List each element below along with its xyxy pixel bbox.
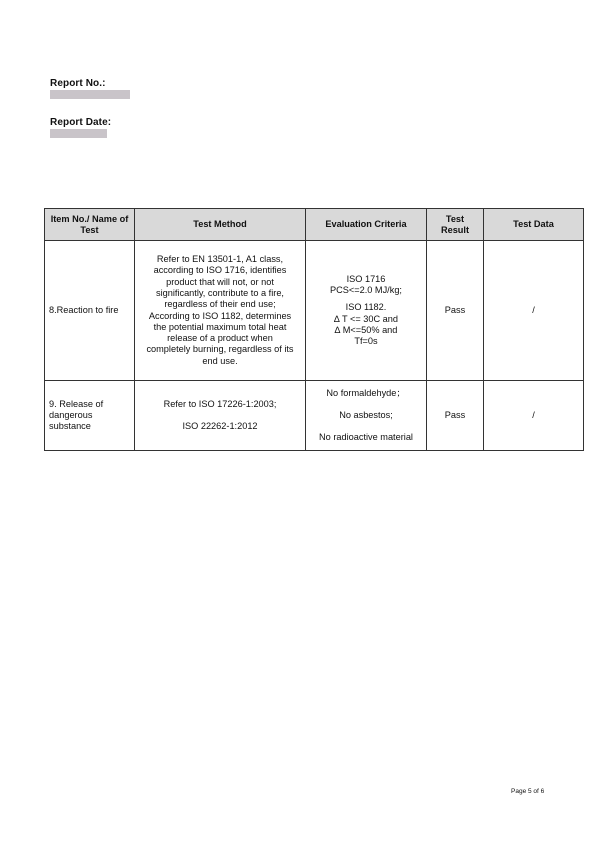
criteria-line: No radioactive material	[319, 432, 413, 443]
table-row	[45, 241, 584, 381]
row-test-data: /	[484, 241, 584, 381]
criteria-line: ISO 1716	[346, 273, 386, 284]
row-test-data: /	[484, 381, 584, 451]
redacted-report-no	[50, 90, 130, 99]
header-evaluation-criteria: Evaluation Criteria	[306, 209, 427, 241]
row-item-name: 8.Reaction to fire	[45, 241, 135, 381]
header-test-result: Test Result	[427, 209, 484, 241]
header-test-data: Test Data	[484, 209, 584, 241]
criteria-line: ∆ T <= 30C and	[333, 313, 399, 324]
table-row	[45, 381, 584, 451]
header-item-name: Item No./ Name of Test	[45, 209, 135, 241]
header-test-method: Test Method	[135, 209, 306, 241]
report-date-label: Report Date:	[50, 117, 112, 128]
criteria-line: ISO 1182.	[345, 302, 387, 313]
row-test-result: Pass	[427, 381, 484, 451]
method-line: Refer to ISO 17226-1:2003;	[163, 398, 277, 409]
criteria-line: No asbestos;	[339, 409, 393, 420]
row-test-result: Pass	[427, 241, 484, 381]
row-test-method	[135, 381, 306, 451]
criteria-line: Tf=0s	[354, 336, 378, 347]
page-number: Page 5 of 6	[511, 788, 545, 795]
report-no-label: Report No.:	[50, 78, 106, 89]
redacted-report-date	[50, 129, 107, 138]
row-item-name: 9. Release of dangerous substance	[45, 381, 135, 451]
method-line: ISO 22262-1:2012	[182, 421, 258, 431]
row-evaluation-criteria	[306, 381, 427, 451]
criteria-line: ∆ M<=50% and	[334, 324, 398, 335]
test-results-table	[44, 208, 584, 451]
row-evaluation-criteria	[306, 241, 427, 381]
table-header-row	[45, 209, 584, 241]
criteria-line: PCS<=2.0 MJ/kg;	[329, 284, 402, 295]
row-test-method: Refer to EN 13501-1, A1 class, according to ISO 1716, identifies product that will not, or not significantly, contribute to a fire, regardless of their end use; According to ISO 1182, determines the potential maximum total heat release of a product when completely burning, regardless of its end use.	[135, 241, 306, 381]
criteria-line: No formaldehyde；	[326, 387, 406, 398]
